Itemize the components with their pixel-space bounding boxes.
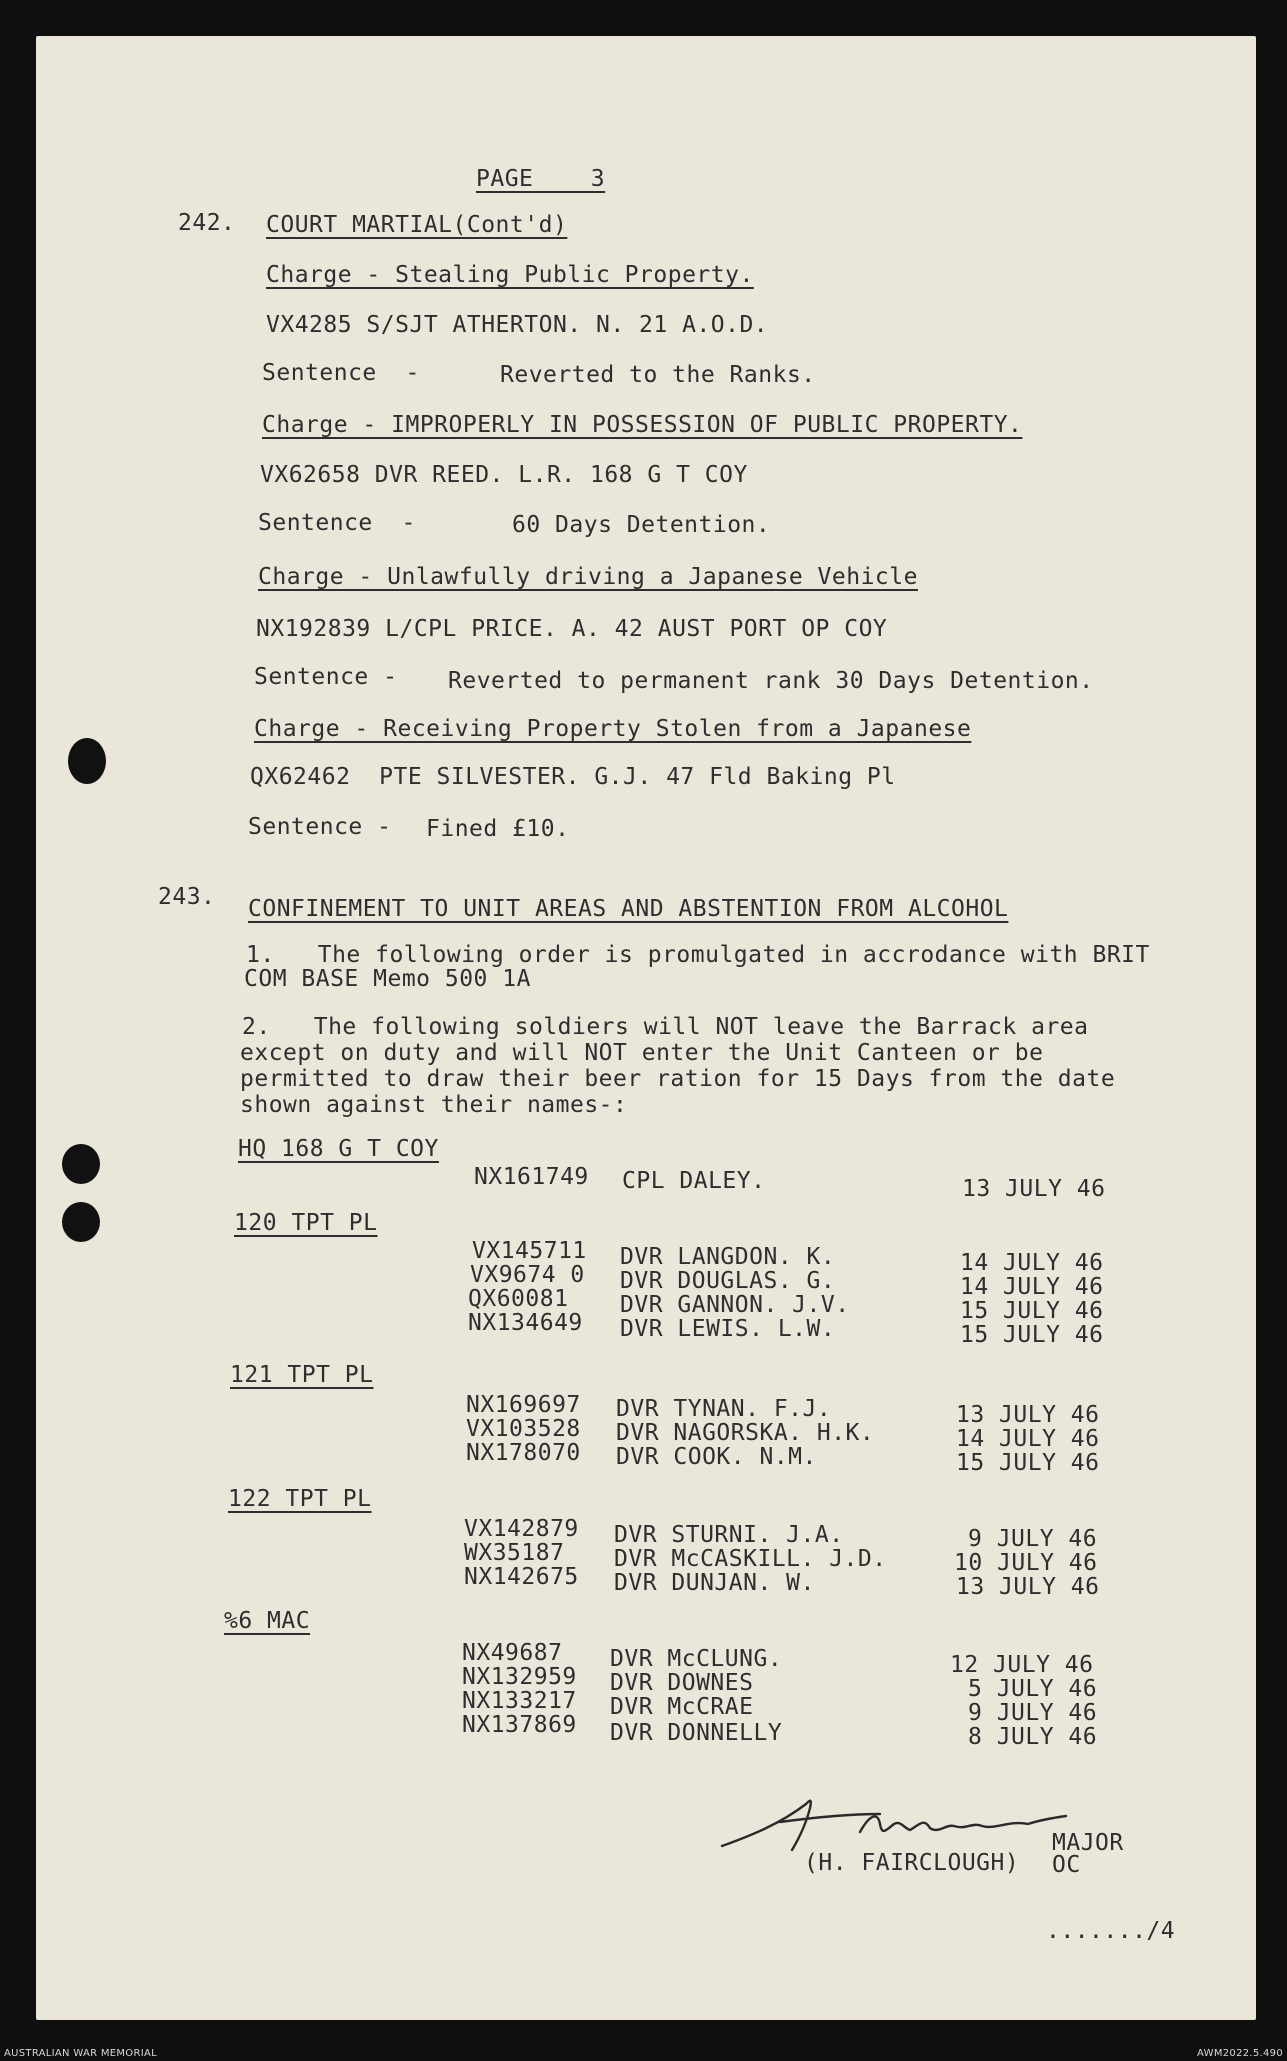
unit-heading: 120 TPT PL	[234, 1210, 378, 1236]
signatory-name: (H. FAIRCLOUGH)	[804, 1850, 1020, 1876]
soldier-date: 14 JULY 46	[956, 1426, 1100, 1452]
soldier-name: DVR McCLUNG.	[610, 1646, 783, 1672]
soldier-date: 15 JULY 46	[960, 1322, 1104, 1348]
soldier-date: 14 JULY 46	[960, 1274, 1104, 1300]
soldier-date: 8 JULY 46	[968, 1724, 1098, 1750]
soldier-date: 9 JULY 46	[968, 1700, 1098, 1726]
soldier-date: 10 JULY 46	[954, 1550, 1098, 1576]
soldier-name: DVR DONNELLY	[610, 1720, 783, 1746]
sentence-label-3: Sentence -	[254, 664, 398, 690]
sentence-2: 60 Days Detention.	[512, 512, 771, 538]
unit-heading: %6 MAC	[224, 1608, 311, 1634]
soldier-date: 13 JULY 46	[956, 1574, 1100, 1600]
soldier-date: 13 JULY 46	[962, 1176, 1106, 1202]
signatory-role: OC	[1052, 1852, 1081, 1878]
person-3: NX192839 L/CPL PRICE. A. 42 AUST PORT OP COY	[256, 616, 888, 642]
soldier-number: NX169697	[466, 1392, 581, 1418]
soldier-number: NX142675	[464, 1564, 579, 1590]
soldier-number: NX161749	[474, 1164, 589, 1190]
para-2-line-2: except on duty and will NOT enter the Unit Canteen or be	[240, 1040, 1044, 1066]
sentence-3: Reverted to permanent rank 30 Days Detention.	[448, 668, 1094, 694]
soldier-name: DVR DUNJAN. W.	[614, 1570, 815, 1596]
charge-1: Charge - Stealing Public Property.	[266, 262, 754, 288]
soldier-number: VX9674 0	[470, 1262, 585, 1288]
soldier-name: DVR McCASKILL. J.D.	[614, 1546, 887, 1572]
para-2-line-3: permitted to draw their beer ration for 15 Days from the date	[240, 1066, 1116, 1092]
soldier-name: DVR COOK. N.M.	[616, 1444, 817, 1470]
soldier-number: NX133217	[462, 1688, 577, 1714]
soldier-name: CPL DALEY.	[622, 1168, 766, 1194]
para-1-line-1: 1. The following order is promulgated in accrodance with BRIT	[246, 942, 1150, 968]
signatory-rank: MAJOR	[1052, 1830, 1124, 1856]
punch-hole	[62, 1202, 100, 1242]
footer-credit-right: AWM2022.5.490	[1197, 2048, 1283, 2059]
sentence-label-1: Sentence -	[262, 360, 420, 386]
soldier-name: DVR DOWNES	[610, 1670, 754, 1696]
item-number-243: 243.	[158, 884, 216, 910]
soldier-number: VX142879	[464, 1516, 579, 1542]
soldier-date: 12 JULY 46	[950, 1652, 1094, 1678]
soldier-name: DVR STURNI. J.A.	[614, 1522, 844, 1548]
sentence-1: Reverted to the Ranks.	[500, 362, 816, 388]
charge-4: Charge - Receiving Property Stolen from a Japanese	[254, 716, 972, 742]
footer-credit-left: AUSTRALIAN WAR MEMORIAL	[4, 2048, 157, 2059]
para-1-line-2: COM BASE Memo 500 1A	[244, 966, 531, 992]
sentence-4: Fined £10.	[426, 816, 570, 842]
unit-heading: 121 TPT PL	[230, 1362, 374, 1388]
soldier-number: NX178070	[466, 1440, 581, 1466]
charge-2: Charge - IMPROPERLY IN POSSESSION OF PUBLIC PROPERTY.	[262, 412, 1023, 438]
soldier-number: NX49687	[462, 1640, 563, 1666]
soldier-date: 5 JULY 46	[968, 1676, 1098, 1702]
soldier-date: 14 JULY 46	[960, 1250, 1104, 1276]
soldier-date: 15 JULY 46	[960, 1298, 1104, 1324]
sentence-label-4: Sentence -	[248, 814, 392, 840]
item-243-title: CONFINEMENT TO UNIT AREAS AND ABSTENTION FROM ALCOHOL	[248, 896, 1009, 922]
soldier-number: VX145711	[472, 1238, 587, 1264]
soldier-name: DVR GANNON. J.V.	[620, 1292, 850, 1318]
item-number-242: 242.	[178, 210, 236, 236]
soldier-number: NX132959	[462, 1664, 577, 1690]
person-4: QX62462 PTE SILVESTER. G.J. 47 Fld Baking Pl	[250, 764, 896, 790]
page-header: PAGE 3	[476, 166, 606, 192]
soldier-date: 15 JULY 46	[956, 1450, 1100, 1476]
unit-heading: 122 TPT PL	[228, 1486, 372, 1512]
sentence-label-2: Sentence -	[258, 510, 416, 536]
person-1: VX4285 S/SJT ATHERTON. N. 21 A.O.D.	[266, 312, 769, 338]
soldier-name: DVR LANGDON. K.	[620, 1244, 836, 1270]
person-2: VX62658 DVR REED. L.R. 168 G T COY	[260, 462, 748, 488]
soldier-number: QX60081	[468, 1286, 569, 1312]
soldier-number: NX134649	[468, 1310, 583, 1336]
continuation-marker: ......./4	[1046, 1918, 1176, 1944]
unit-heading: HQ 168 G T COY	[238, 1136, 439, 1162]
item-242-title: COURT MARTIAL(Cont'd)	[266, 212, 568, 238]
soldier-number: WX35187	[464, 1540, 565, 1566]
punch-hole	[62, 1144, 100, 1184]
soldier-name: DVR TYNAN. F.J.	[616, 1396, 832, 1422]
soldier-name: DVR NAGORSKA. H.K.	[616, 1420, 875, 1446]
soldier-date: 9 JULY 46	[968, 1526, 1098, 1552]
para-2-line-1: 2. The following soldiers will NOT leave the Barrack area	[242, 1014, 1089, 1040]
soldier-number: VX103528	[466, 1416, 581, 1442]
soldier-name: DVR DOUGLAS. G.	[620, 1268, 836, 1294]
soldier-name: DVR LEWIS. L.W.	[620, 1316, 836, 1342]
para-2-line-4: shown against their names-:	[240, 1092, 628, 1118]
soldier-name: DVR McCRAE	[610, 1694, 754, 1720]
soldier-date: 13 JULY 46	[956, 1402, 1100, 1428]
soldier-number: NX137869	[462, 1712, 577, 1738]
charge-3: Charge - Unlawfully driving a Japanese Vehicle	[258, 564, 918, 590]
punch-hole	[68, 738, 106, 784]
